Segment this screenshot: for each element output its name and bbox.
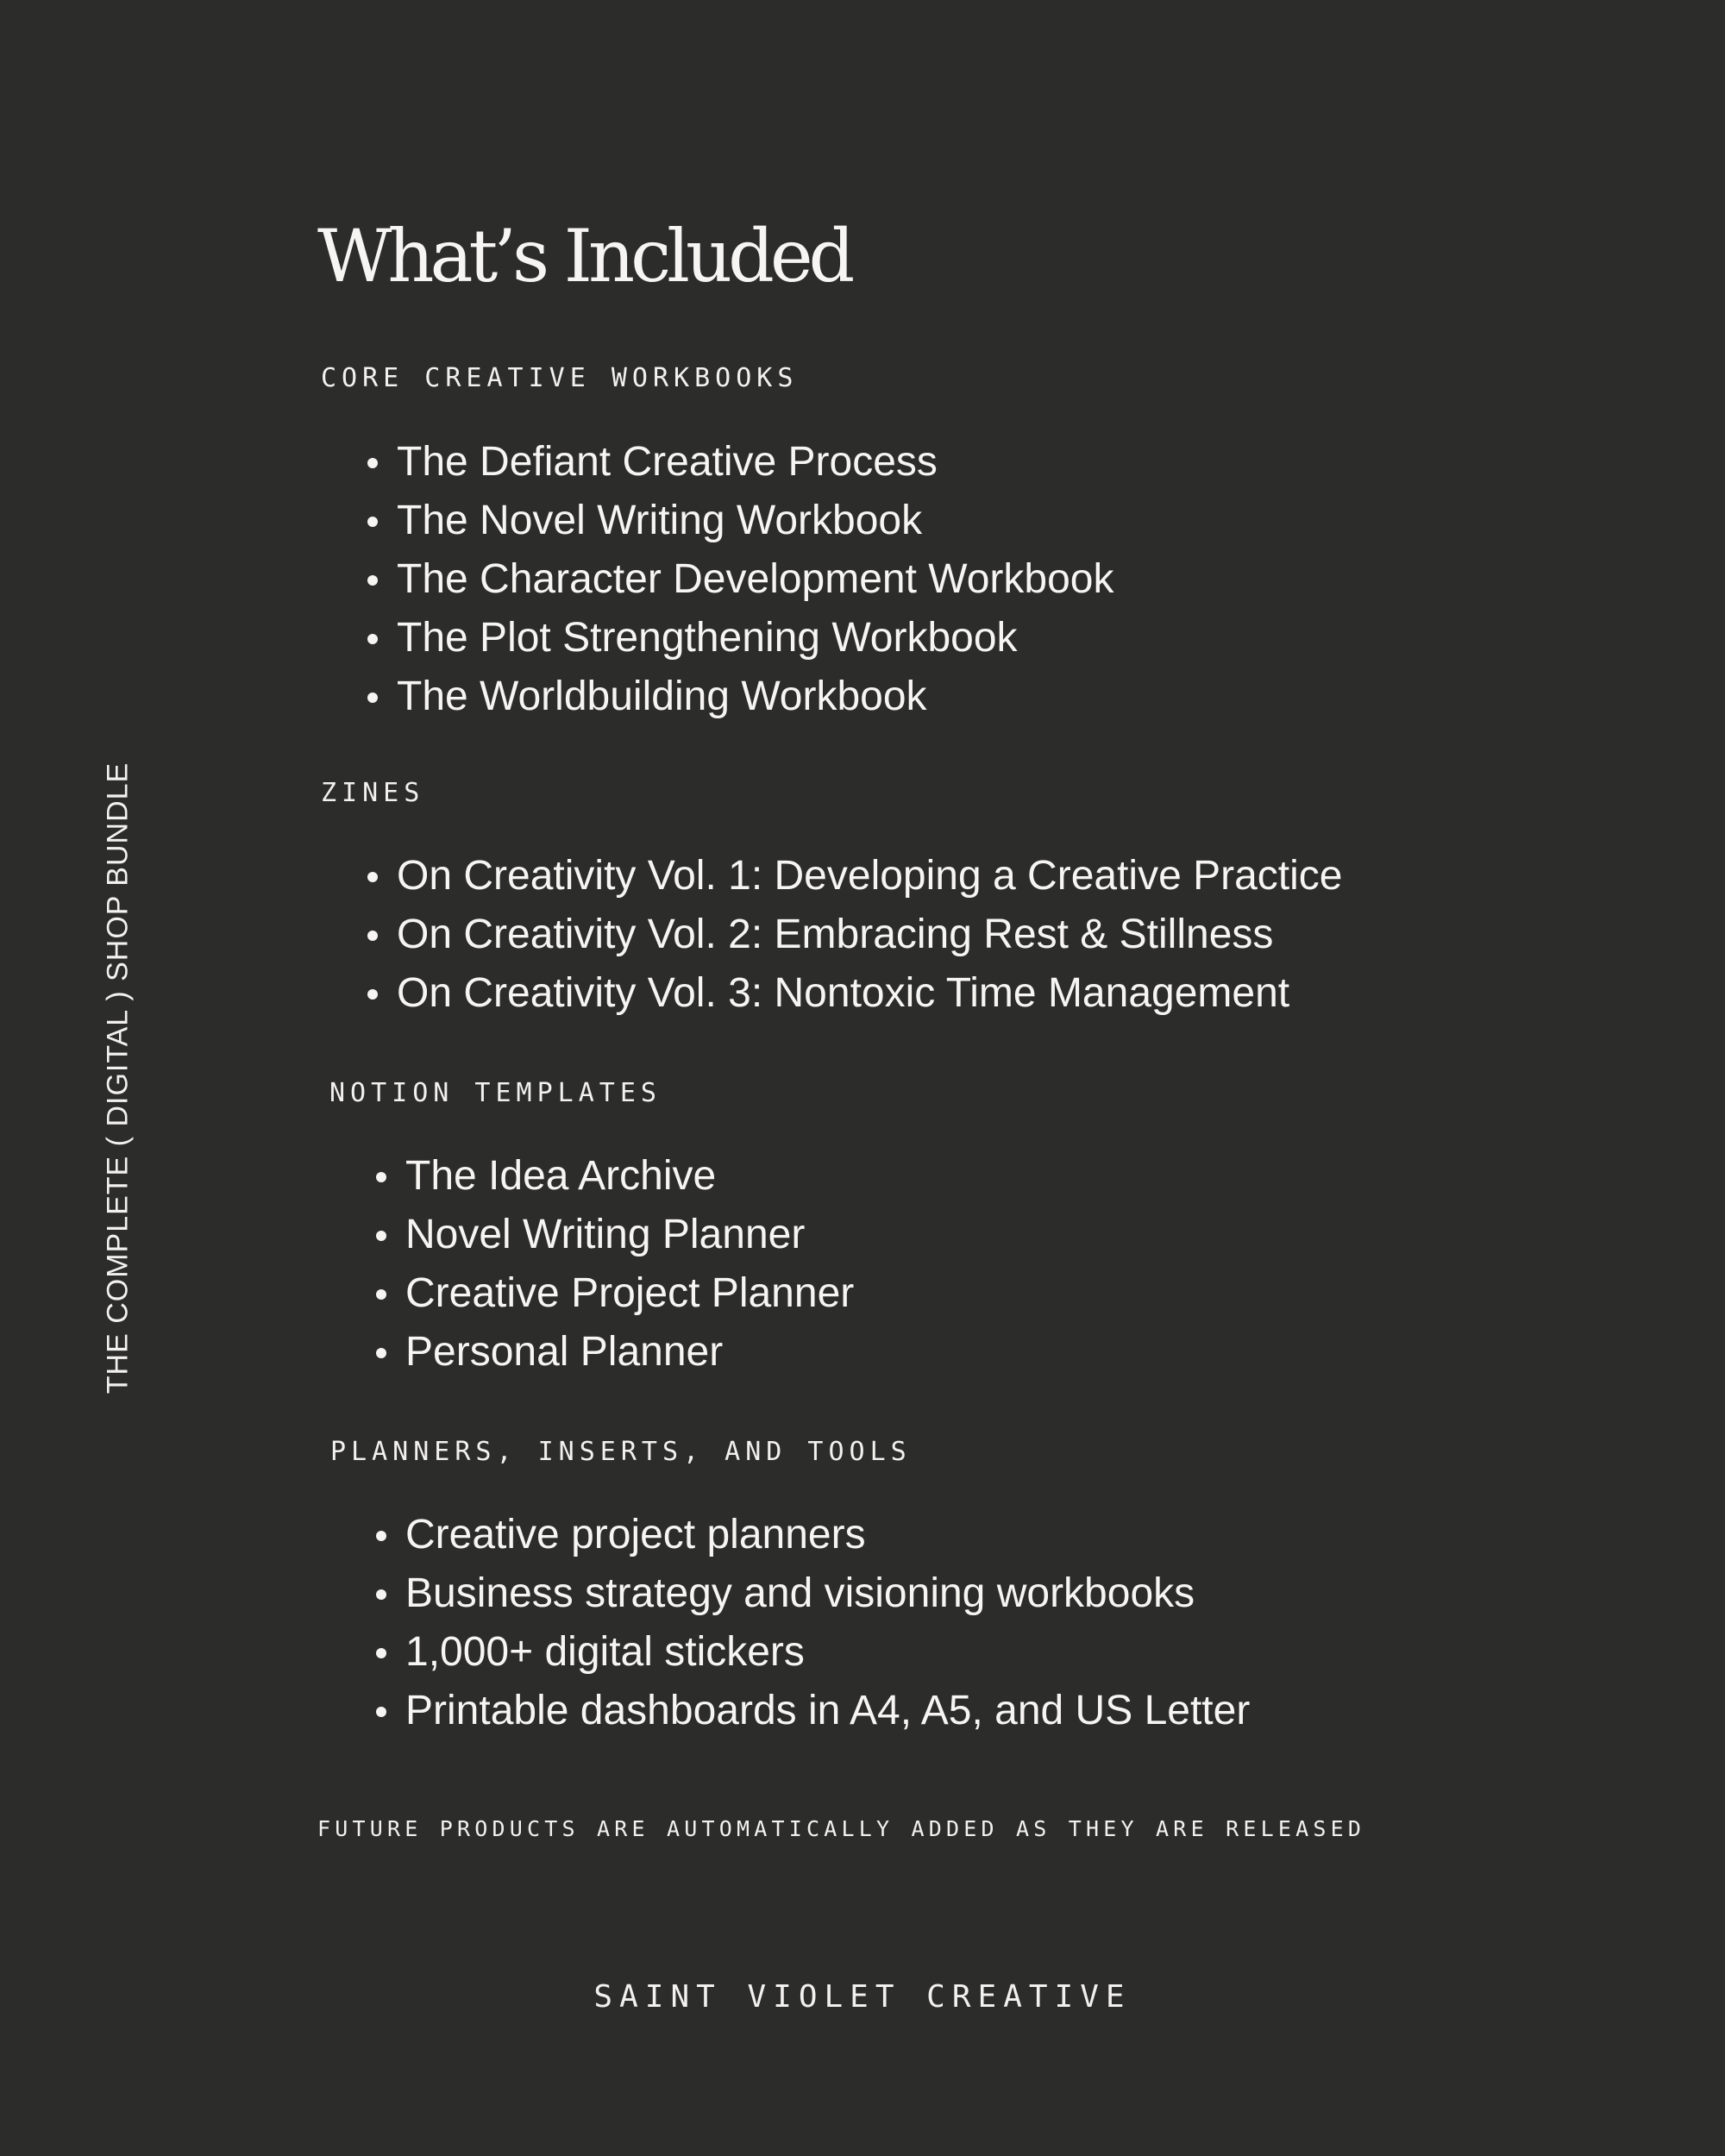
section-heading-zines: ZINES	[321, 778, 425, 808]
bullet-icon	[367, 931, 378, 941]
list-item: The Character Development Workbook	[397, 550, 1114, 609]
list-item: The Worldbuilding Workbook	[397, 667, 1114, 726]
list-item: On Creativity Vol. 3: Nontoxic Time Management	[397, 964, 1343, 1023]
list-item: Business strategy and visioning workbooks	[405, 1564, 1250, 1623]
list-zines	[397, 847, 1343, 1023]
list-item: On Creativity Vol. 1: Developing a Creative Practice	[397, 847, 1343, 906]
list-item: Printable dashboards in A4, A5, and US Letter	[405, 1682, 1250, 1740]
list-planners-tools	[405, 1506, 1250, 1740]
list-item: The Novel Writing Workbook	[397, 492, 1114, 550]
bullet-icon	[367, 458, 378, 468]
bullet-icon	[367, 575, 378, 586]
list-item: Creative project planners	[405, 1506, 1250, 1564]
side-label: THE COMPLETE ( DIGITAL ) SHOP BUNDLE	[101, 761, 135, 1395]
brand-name: SAINT VIOLET CREATIVE	[593, 1979, 1132, 2015]
list-item: 1,000+ digital stickers	[405, 1623, 1250, 1682]
list-item: The Defiant Creative Process	[397, 433, 1114, 492]
list-item: Creative Project Planner	[405, 1264, 854, 1323]
list-core-workbooks	[397, 433, 1114, 726]
list-item: On Creativity Vol. 2: Embracing Rest & Stillness	[397, 906, 1343, 964]
bullet-icon	[376, 1231, 386, 1241]
section-heading-planners-tools: PLANNERS, INSERTS, AND TOOLS	[330, 1437, 912, 1467]
page-title: What’s Included	[317, 214, 851, 298]
bullet-icon	[376, 1531, 386, 1541]
list-notion-templates	[405, 1147, 854, 1382]
section-heading-notion-templates: NOTION TEMPLATES	[329, 1078, 662, 1108]
bullet-icon	[367, 634, 378, 644]
footnote: FUTURE PRODUCTS ARE AUTOMATICALLY ADDED AS THEY ARE RELEASED	[317, 1816, 1366, 1841]
section-heading-core-workbooks: CORE CREATIVE WORKBOOKS	[321, 363, 799, 393]
bullet-icon	[376, 1289, 386, 1300]
bullet-icon	[376, 1707, 386, 1717]
bullet-icon	[376, 1589, 386, 1600]
bullet-icon	[376, 1172, 386, 1182]
bullet-icon	[367, 872, 378, 882]
bullet-icon	[367, 693, 378, 703]
list-item: Personal Planner	[405, 1323, 854, 1382]
list-item: The Idea Archive	[405, 1147, 854, 1206]
bullet-icon	[367, 517, 378, 527]
list-item: The Plot Strengthening Workbook	[397, 609, 1114, 667]
bullet-icon	[376, 1348, 386, 1358]
bullet-icon	[367, 989, 378, 1000]
list-item: Novel Writing Planner	[405, 1206, 854, 1264]
bullet-icon	[376, 1648, 386, 1658]
